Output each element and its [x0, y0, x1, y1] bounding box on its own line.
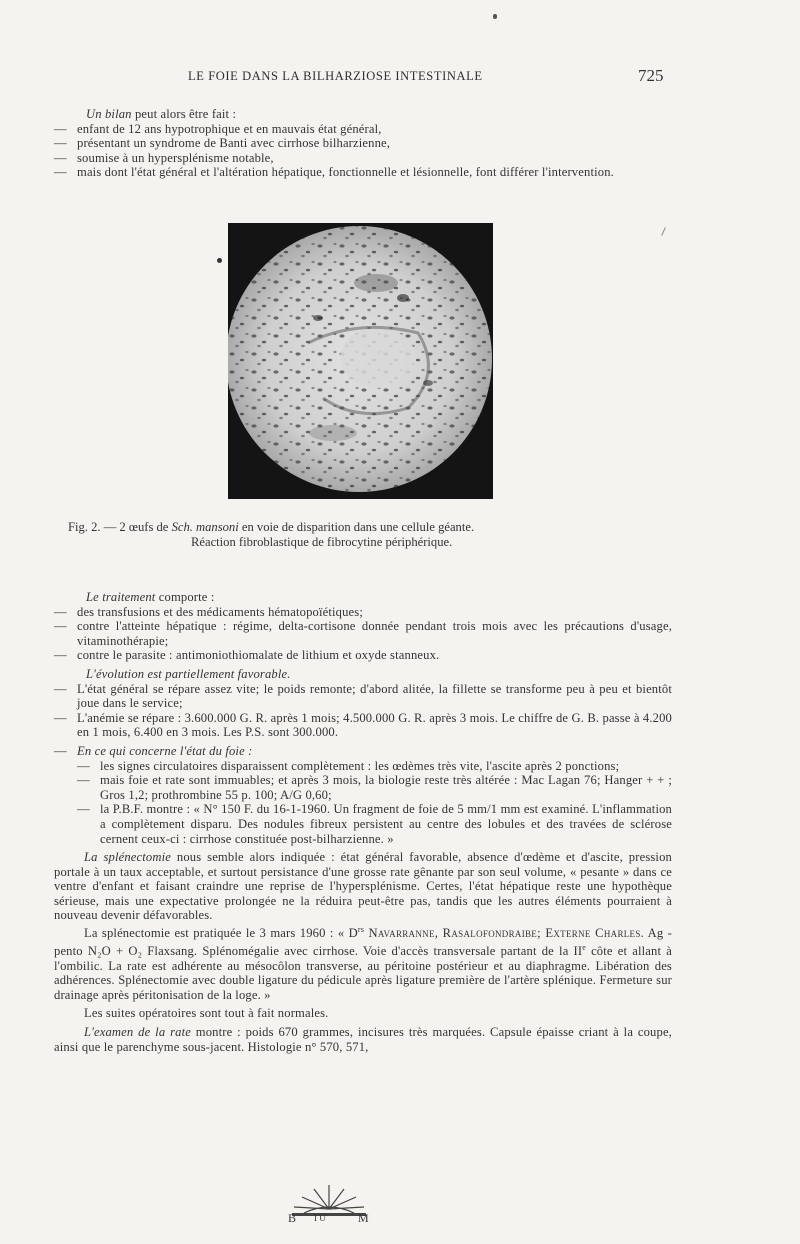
list-item: — la P.B.F. montre : « N° 150 F. du 16-1-1960. Un fragment de foie de 5 mm/1 mm est examiné. L'inflammation a complètement disparu. Des nodules fibreux persistent au centre des lobules et des travées de sclérose cernent ceux-ci : cirrhose constituée post-bilharzienne. »: [77, 802, 672, 846]
micrograph-figure: [228, 223, 493, 499]
bilan-section: [54, 107, 672, 180]
print-speck: [217, 258, 222, 263]
traitement-section: [54, 590, 672, 1054]
micrograph-image: [228, 223, 493, 499]
print-speck: [493, 14, 497, 19]
caption-line-2: Réaction fibroblastique de fibrocytine périphérique.: [191, 535, 453, 549]
foie-list: [54, 759, 672, 847]
list-item: — mais dont l'état général et l'altération hépatique, fonctionnelle et lésionnelle, font différer l'intervention.: [54, 165, 614, 180]
list-item: — des transfusions et des médicaments hématopoïétiques;: [54, 604, 363, 619]
bilan-intro: [54, 107, 672, 122]
suites-paragraph: Les suites opératoires sont tout à fait normales.: [84, 1006, 329, 1021]
list-item: — L'anémie se répare : 3.600.000 G. R. après 1 mois; 4.500.000 G. R. après 3 mois. Le chiffre de G. B. passe à 4.200 en 1 mois, 6.400 en 3 mois. Les P.S. sont 300.000.: [54, 710, 672, 740]
splenectomie-paragraph: La splénectomie nous semble alors indiquée : état général favorable, absence d'œdème et d'ascite, pression portale à un taux acceptable, et surtout persistance d'une grosse rate gênante par son seul volume, « pesante » dans ce ventre d'enfant et faisant craindre une reprise de l'hypersplénisme. Certes, l'état hépatique reste une hypothèque sérieuse, mais une expectative prolongée ne la réduira peut-être pas, tandis que les autres éléments pourraient à nouveau devenir défavorables.: [54, 850, 672, 923]
list-item: — les signes circulatoires disparaissent complètement : les œdèmes très vite, l'ascite après 2 ponctions;: [77, 758, 620, 773]
examen-rate-paragraph: L'examen de la rate montre : poids 670 grammes, incisures très marquées. Capsule épaisse criant à la coupe, ainsi que le parenchyme sous-jacent. Histologie n° 570, 571,: [54, 1025, 672, 1054]
list-item: — contre l'atteinte hépatique : régime, delta-cortisone donnée pendant trois mois avec les précautions d'usage, vitaminothérapie;: [54, 619, 672, 648]
bilan-intro-italic: Un bilan: [86, 107, 132, 121]
list-item: — contre le parasite : antimoniothiomalate de lithium et oxyde stanneux.: [54, 648, 440, 663]
print-mark: [661, 227, 666, 236]
running-title: LE FOIE DANS LA BILHARZIOSE INTESTINALE: [188, 69, 483, 83]
operation-paragraph: La splénectomie est pratiquée le 3 mars 1960 : « $D^{rs}$ Navarranne, Rasalofondraibe; Externe Charles. Ag - pento N₂O + O₂ Flaxsang. Splénomégalie avec cirrhose. Voie d'accès transversale partant de la IIe côte et allant à l'ombilic. La rate est adhérente au mésocôlon transverse, au péritoine postérieur et au diaphragme. Libération des adhérences. Splénectomie avec double ligature du pédicule après ligature première de l'artère splénique. Fermeture sur drainage après péritonisation de la loge. »: [54, 925, 672, 1002]
figure-caption: [68, 520, 668, 550]
list-item: — enfant de 12 ans hypotrophique et en mauvais état général,: [54, 121, 382, 136]
page-number: 725: [638, 66, 664, 85]
foie-heading: — En ce qui concerne l'état du foie :: [54, 743, 253, 758]
list-item: — soumise à un hypersplénisme notable,: [54, 150, 274, 165]
traitement-intro: Le traitement comporte :: [86, 590, 215, 604]
list-item: — présentant un syndrome de Banti avec cirrhose bilharzienne,: [54, 136, 391, 151]
bilan-intro-rest: peut alors être fait :: [131, 107, 237, 121]
evolution-heading: L'évolution est partiellement favorable.: [86, 666, 291, 681]
caption-line-1: Fig. 2. — 2 œufs de Sch. mansoni en voie de disparition dans une cellule géante.: [68, 520, 475, 534]
list-item: — mais foie et rate sont immuables; et après 3 mois, la biologie reste très altérée : Mac Lagan 76; Hanger + + ; Gros 1,2; prothrombine 55 p. 100; A/G 0,60;: [77, 773, 672, 802]
page: LE FOIE DANS LA BILHARZIOSE INTESTINALE 725 Un bilan peut alors être fait : — enfant de 12 ans hypotrophique et en mauvais état général, — présentant un syndrome de Banti avec cirrhose bilharzienne, — soumise à un hypersplénisme notable, — mais dont l'état général et l'altération hépatique, fonctionnelle et lésionnelle, font différer l'intervention. Fig. 2. — 2 œufs de Sch. mansoni en voie de disparition dans une cellule géante. Réaction fibroblastique de fibrocytine périphérique. Le traitement comporte : — des transfusions et des médicaments hématopoïétiques; — contre l'atteinte hépatique : régime, delta-cortisone donnée pendant trois mois avec les précautions d'usage, vitaminothérapie; — contre le parasite : antimoniothiomalate de lithium et oxyde stanneux. L'évolution est partiellement favorable. — L'état général se répare assez vite; le poids remonte; d'abord alitée, la fillette se transforme peu à peu et bientôt joue dans le service; — L'anémie se répare : 3.600.000 G. R. après 1 mois; 4.500.000 G. R. après 3 mois. Le chiffre de G. B. passe à 4.200 en 1 mois, 6.400 en 3 mois. Les P.S. sont 300.000. — En ce qui concerne l'état du foie : — les signes circulatoires disparaissent complètement : les œdèmes très vite, l'ascite après 2 ponctions; — mais foie et rate sont immuables; et après 3 mois, la biologie reste très altérée : Mac Lagan 76; Hanger + + ; Gros 1,2; prothrombine 55 p. 100; A/G 0,60; — la P.B.F. montre : « N° 150 F. du 16-1-1960. Un fragment de foie de 5 mm/1 mm est examiné. L'inflammation a complètement disparu. Des nodules fibreux persistent au centre des lobules et des travées de sclérose cernent ceux-ci : cirrhose constituée post-bilharzienne. » La splénectomie nous semble alors indiquée : état général favorable, absence d'œdème et d'ascite, pression portale à un taux acceptable, et surtout persistance d'une grosse rate gênante par son seul volume, « pesante » dans ce ventre d'enfant et faisant craindre une reprise de l'hypersplénisme. Certes, l'état hépatique reste une hypothèque sérieuse, mais une expectative prolongée ne la réduira peut-être pas, tandis que les autres éléments pourraient à nouveau devenir défavorables. La splénectomie est pratiquée le 3 mars 1960 : « $D^{rs}$ Navarranne, Rasalofondraibe; Externe Charles. Ag - pento N₂O + O₂ Flaxsang. Splénomégalie avec cirrhose. Voie d'accès transversale partant de la IIe côte et allant à l'ombilic. La rate est adhérente au mésocôlon transverse, au péritoine postérieur et au diaphragme. Libération des adhérences. Splénectomie avec double ligature du pédicule après ligature première de l'artère splénique. Fermeture sur drainage après péritonisation de la loge. » Les suites opératoires sont tout à fait normales. L'examen de la rate montre : poids 670 grammes, incisures très marquées. Capsule épaisse criant à la coupe, ainsi que le parenchyme sous-jacent. Histologie n° 570, 571, B I U M: [0, 0, 800, 1244]
list-item: — L'état général se répare assez vite; le poids remonte; d'abord alitée, la fillette se transforme peu à peu et bientôt joue dans le service;: [54, 681, 672, 711]
